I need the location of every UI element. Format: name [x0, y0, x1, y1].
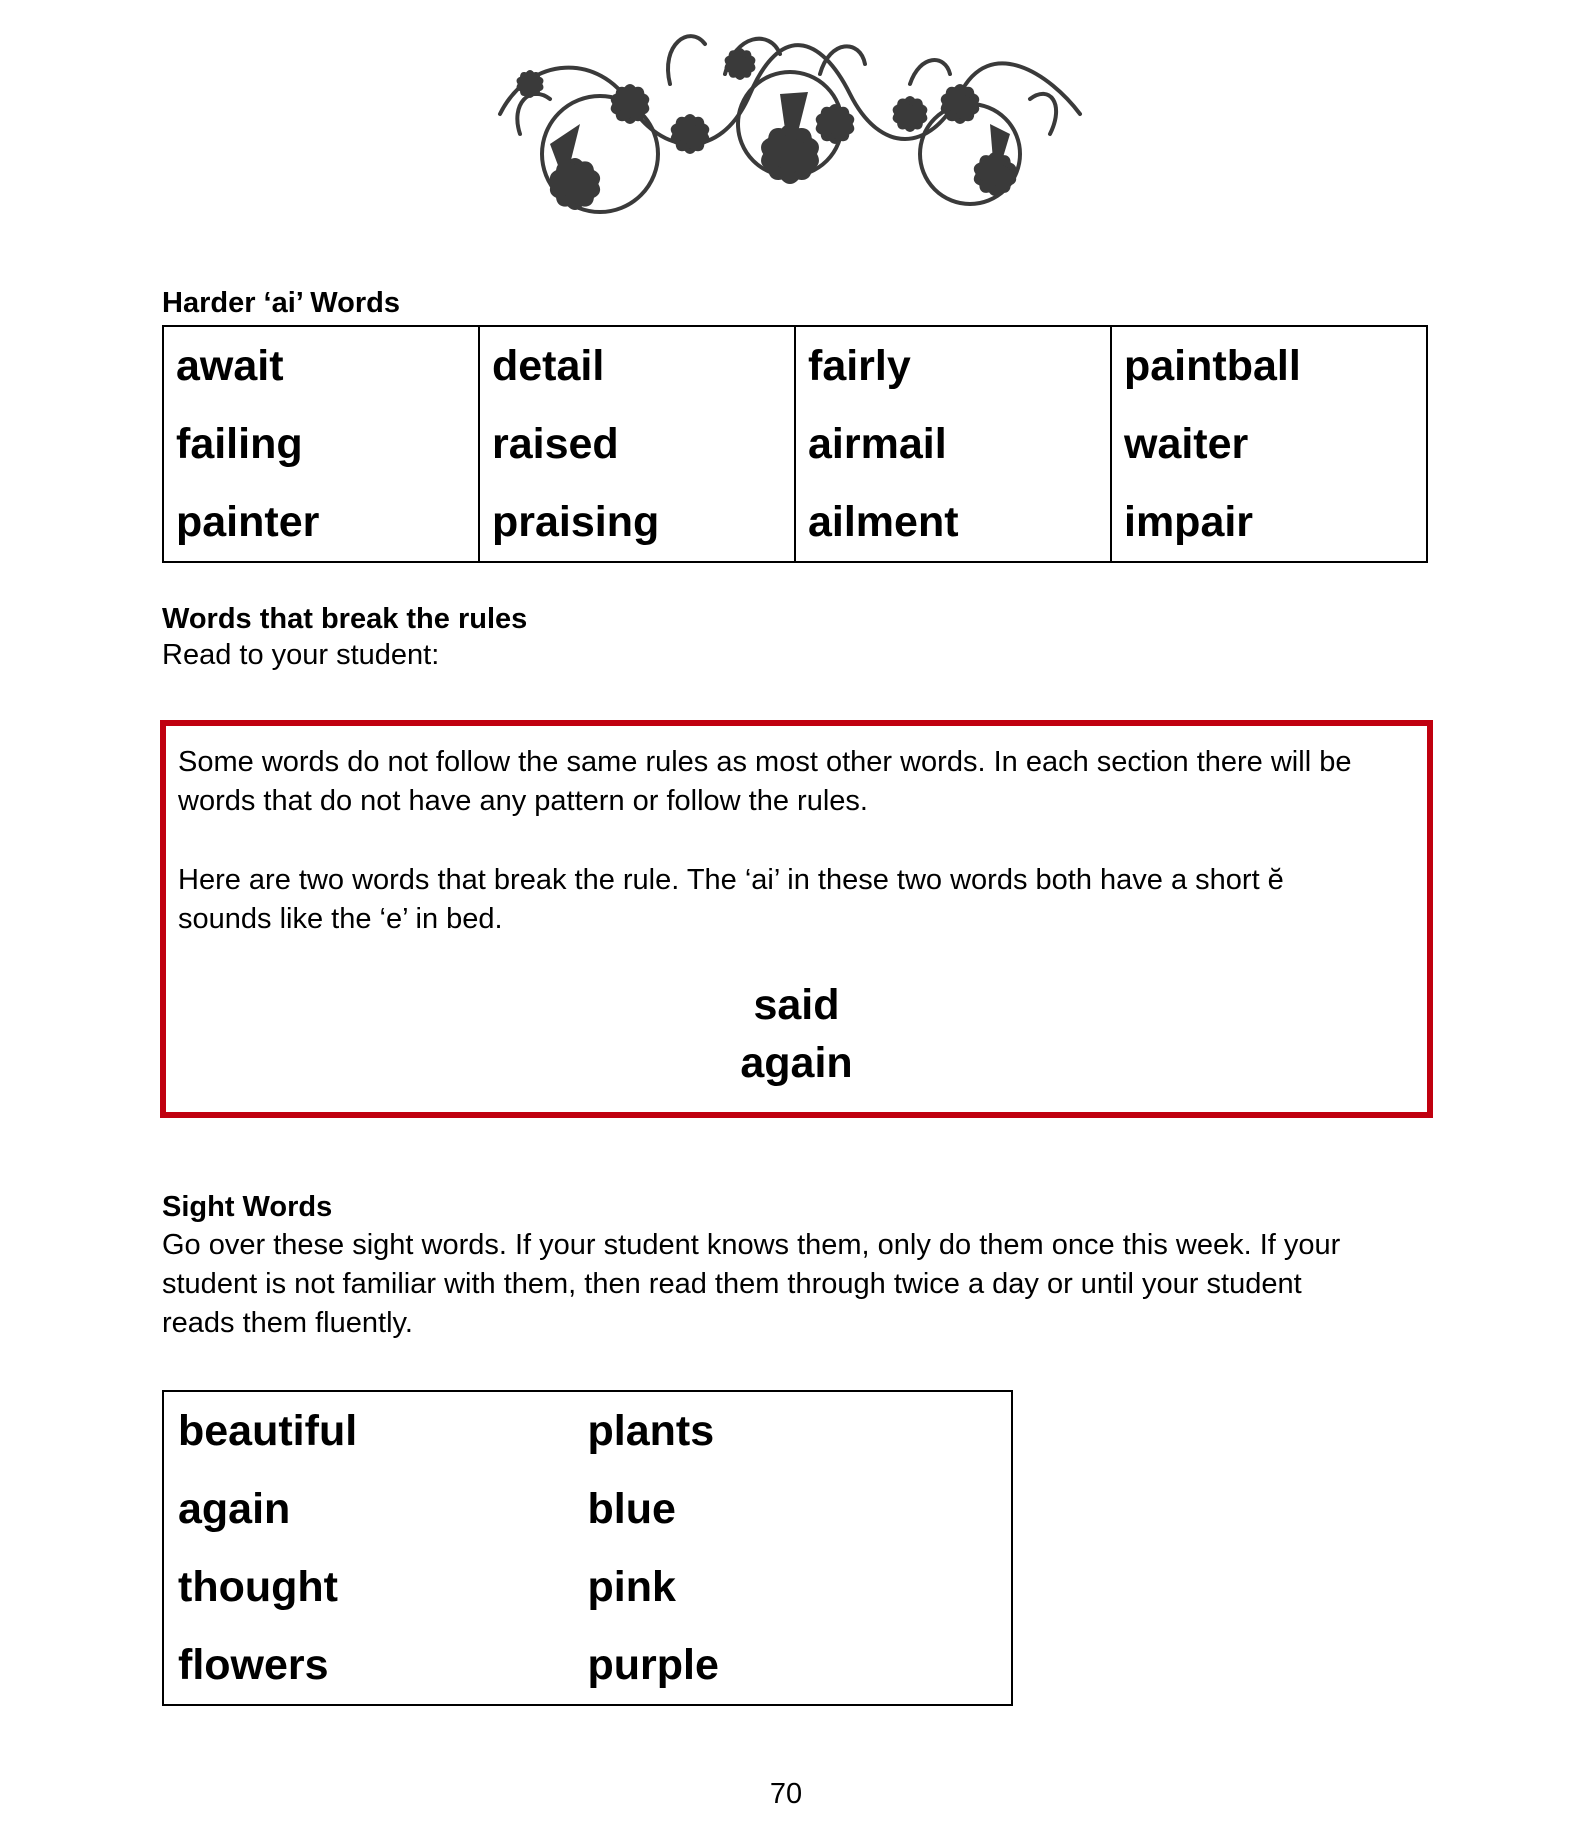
word-column — [588, 1391, 1013, 1705]
word: await — [176, 342, 284, 390]
word-column — [163, 326, 479, 562]
harder-ai-words-table — [162, 325, 1428, 563]
word: paintball — [1124, 342, 1301, 390]
sight-words-text-line: student is not familiar with them, then read them through twice a day or until your student — [162, 1268, 1302, 1300]
word-column — [163, 1391, 588, 1705]
word: airmail — [808, 420, 947, 468]
word: pink — [587, 1563, 676, 1611]
word: praising — [492, 498, 660, 546]
word: plants — [587, 1407, 715, 1455]
word-column — [1111, 326, 1427, 562]
sight-words-text-line: Go over these sight words. If your student knows them, only do them once this week. If your — [162, 1229, 1341, 1261]
word: impair — [1124, 498, 1254, 546]
box-text-line: Some words do not follow the same rules as most other words. In each section there will be — [178, 746, 1352, 778]
box-text-line: sounds like the ‘e’ in bed. — [178, 903, 503, 935]
word: painter — [176, 498, 320, 546]
break-rules-instruction: Read to your student: — [162, 639, 440, 671]
rule-breaking-word: again — [740, 1039, 853, 1087]
page-number: 70 — [769, 1778, 803, 1810]
floral-vine-ornament — [490, 14, 1090, 238]
harder-ai-words-heading: Harder ‘ai’ Words — [162, 287, 400, 319]
word-column — [795, 326, 1111, 562]
box-text-line: words that do not have any pattern or follow the rules. — [178, 785, 868, 817]
word: flowers — [178, 1641, 329, 1689]
word: thought — [178, 1563, 338, 1611]
word: ailment — [808, 498, 959, 546]
word: failing — [176, 420, 303, 468]
sight-words-table — [162, 1390, 1013, 1706]
word: beautiful — [178, 1407, 358, 1455]
word: detail — [492, 342, 605, 390]
word: fairly — [808, 342, 911, 390]
word: again — [178, 1485, 291, 1533]
rule-breaking-word: said — [753, 981, 840, 1029]
word: blue — [587, 1485, 676, 1533]
sight-words-heading: Sight Words — [162, 1191, 333, 1223]
sight-words-text-line: reads them fluently. — [162, 1307, 413, 1339]
box-text-line: Here are two words that break the rule. The ‘ai’ in these two words both have a short ĕ — [178, 864, 1284, 896]
break-rules-heading: Words that break the rules — [162, 603, 528, 635]
word-column — [479, 326, 795, 562]
word: purple — [587, 1641, 719, 1689]
word: raised — [492, 420, 619, 468]
word: waiter — [1124, 420, 1249, 468]
break-rules-box — [160, 720, 1433, 1118]
